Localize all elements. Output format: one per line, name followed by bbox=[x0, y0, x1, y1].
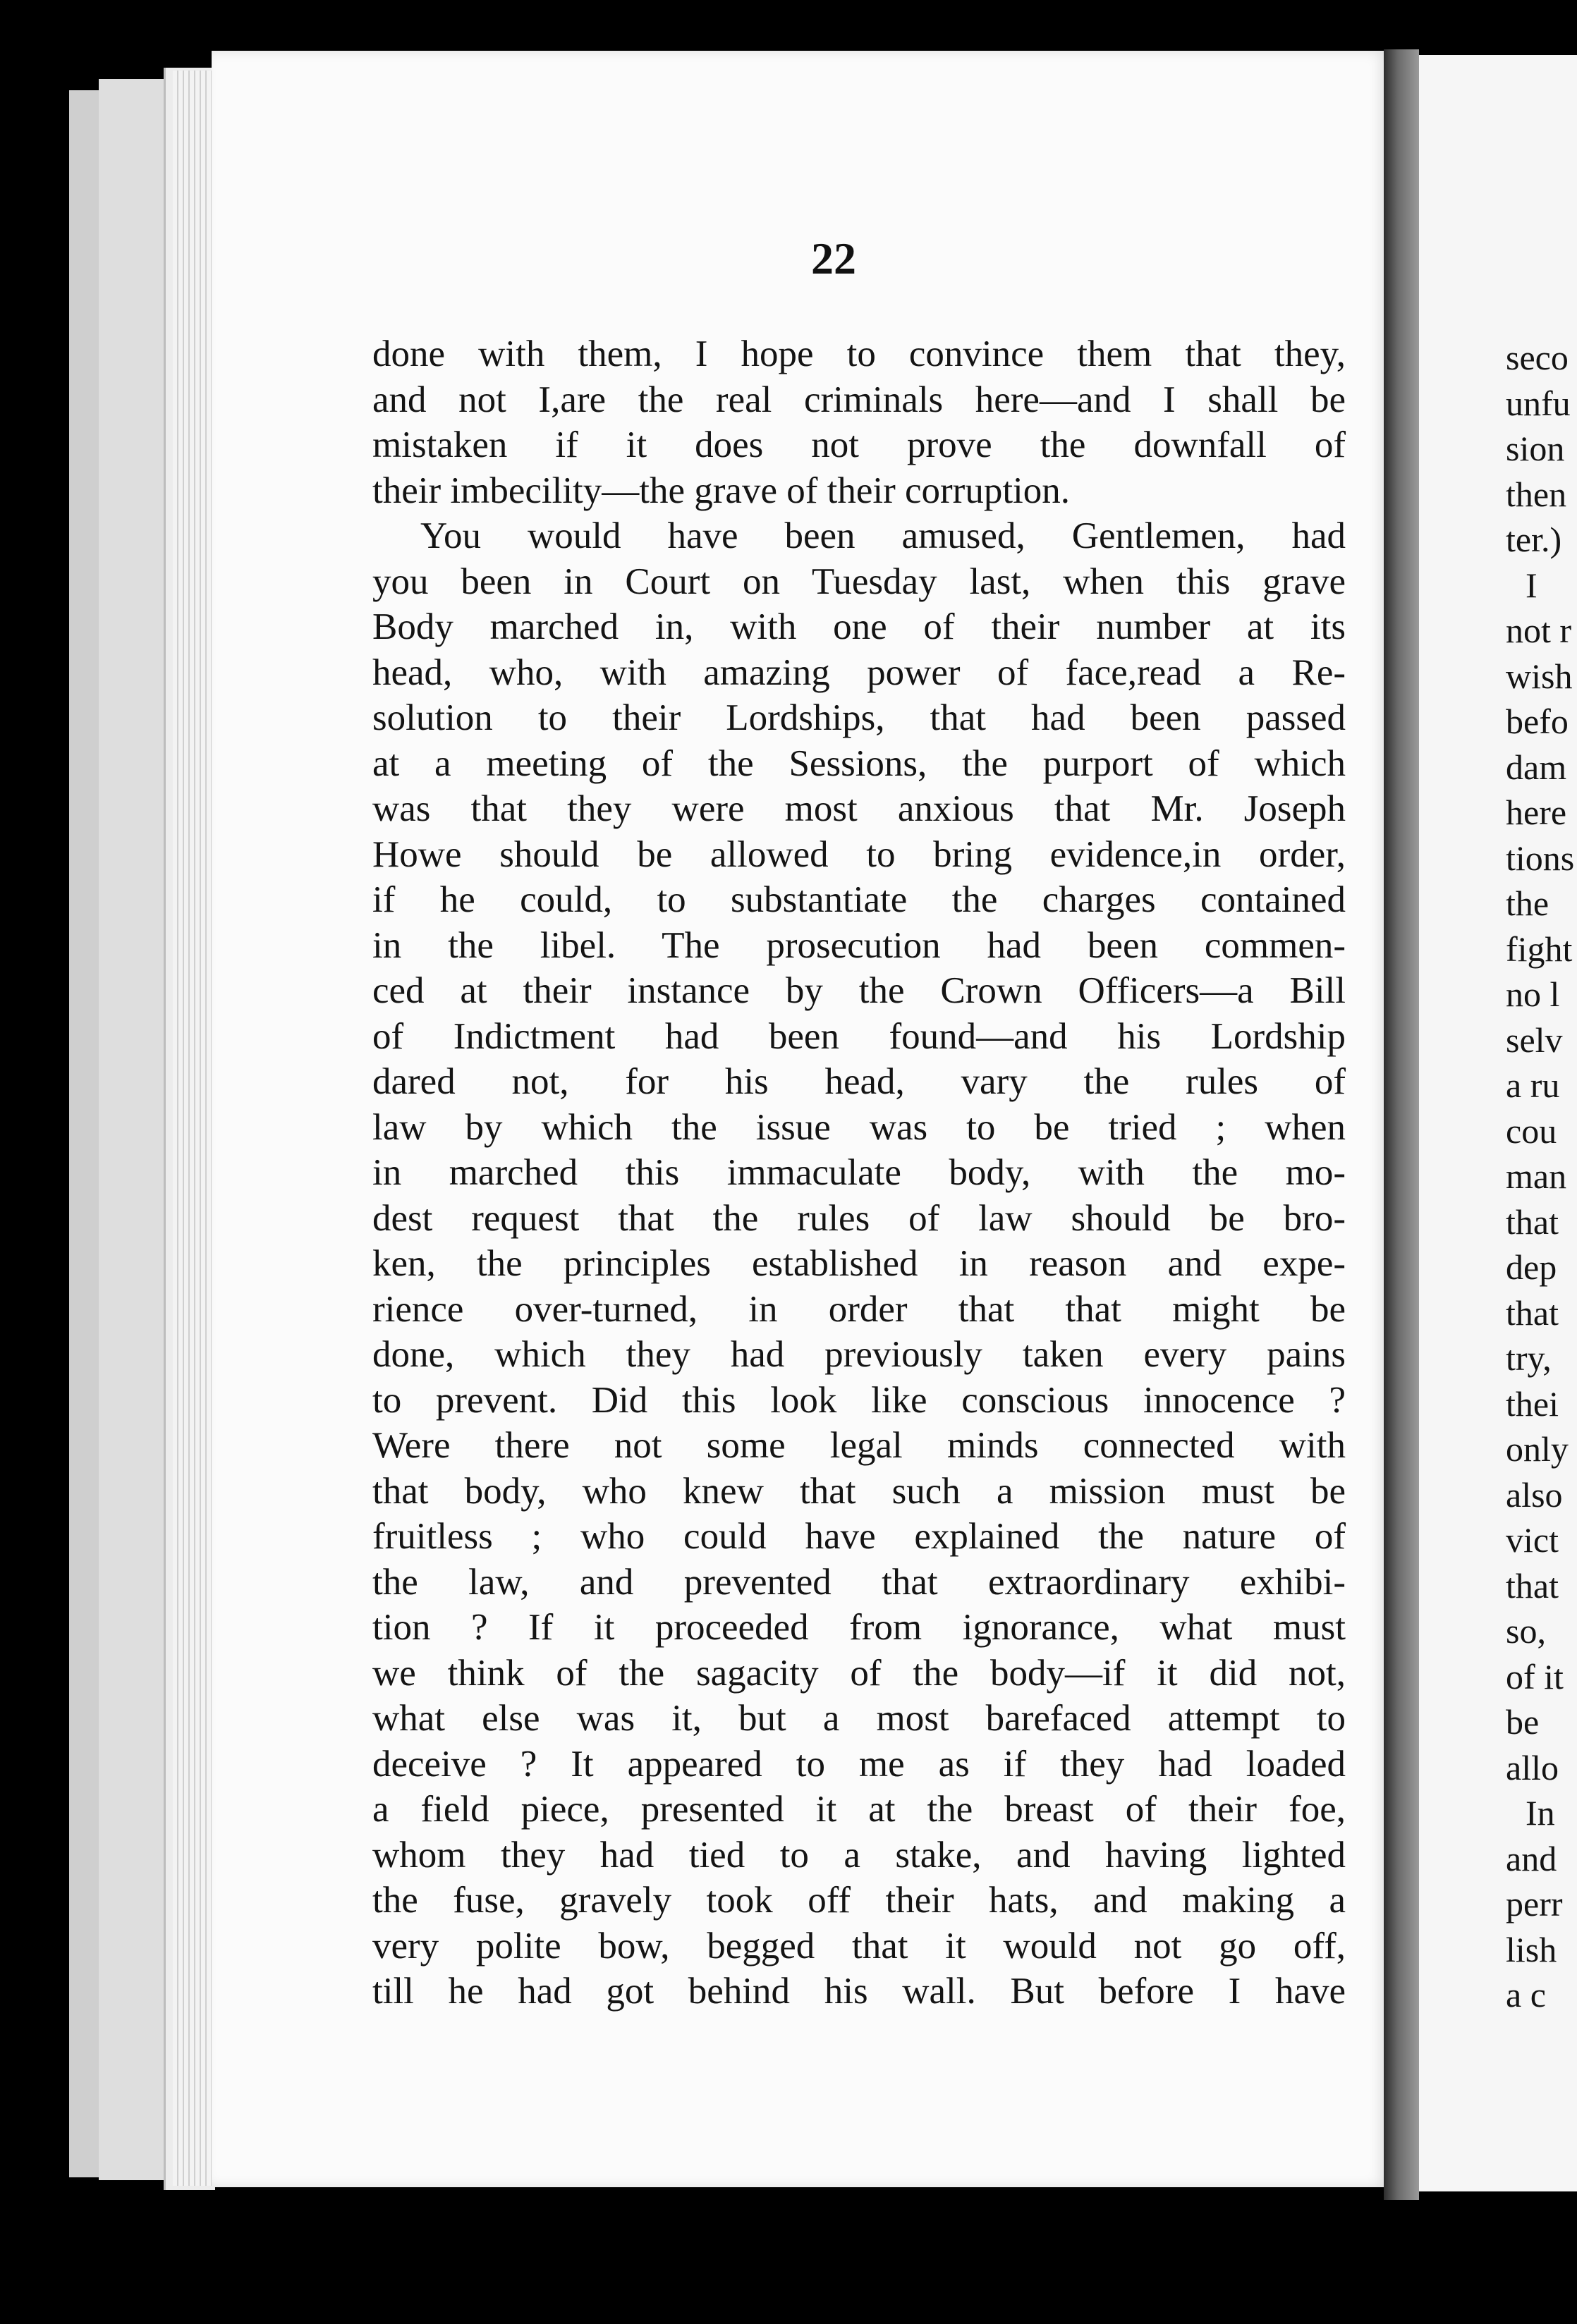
page-body-text bbox=[372, 331, 1346, 2014]
facing-line-fragment: that bbox=[1506, 1201, 1559, 1242]
facing-page-text bbox=[1506, 335, 1577, 2018]
facing-line-fragment: selv bbox=[1506, 1020, 1563, 1060]
text-line: in marched this immaculate body, with the mo- bbox=[372, 1152, 1346, 1193]
facing-line-fragment: vict bbox=[1506, 1520, 1559, 1560]
text-line: very polite bow, begged that it would not go off, bbox=[372, 1925, 1346, 1967]
text-line: of Indictment had been found—and his Lordship bbox=[372, 1015, 1346, 1057]
text-line: we think of the sagacity of the body—if it did not, bbox=[372, 1652, 1346, 1694]
text-line: deceive ? It appeared to me as if they had loaded bbox=[372, 1743, 1346, 1785]
facing-line-fragment: not r bbox=[1506, 611, 1572, 650]
facing-line-fragment: then bbox=[1506, 474, 1567, 514]
facing-line-fragment: a c bbox=[1506, 1975, 1546, 2014]
facing-line-fragment: try, bbox=[1506, 1338, 1552, 1378]
text-line: Howe should be allowed to bring evidence,in order, bbox=[372, 833, 1346, 875]
facing-line-fragment: seco bbox=[1506, 338, 1569, 377]
text-line: done with them, I hope to convince them that they, bbox=[372, 334, 1346, 374]
text-line: Were there not some legal minds connected with bbox=[372, 1425, 1346, 1466]
text-line: what else was it, but a most barefaced attempt to bbox=[372, 1698, 1346, 1739]
text-line: to prevent. Did this look like conscious innocence ? bbox=[372, 1379, 1346, 1421]
facing-line-fragment: cou bbox=[1506, 1111, 1557, 1151]
text-line: fruitless ; who could have explained the nature of bbox=[372, 1516, 1346, 1557]
text-line: You would have been amused, Gentlemen, had bbox=[420, 515, 1346, 556]
facing-line-fragment: and bbox=[1506, 1838, 1557, 1878]
text-line: their imbecility—the grave of their corruption. bbox=[372, 470, 1071, 511]
text-line: you been in Court on Tuesday last, when this grave bbox=[372, 561, 1346, 602]
facing-line-fragment: that bbox=[1506, 1565, 1559, 1606]
facing-line-fragment: of it bbox=[1506, 1656, 1564, 1696]
text-line: whom they had tied to a stake, and having lighted bbox=[372, 1834, 1346, 1876]
facing-line-fragment: In bbox=[1526, 1793, 1555, 1833]
book-gutter bbox=[1384, 49, 1419, 2200]
text-line: and not I,are the real criminals here—and I shall be bbox=[372, 379, 1346, 420]
facing-line-fragment: also bbox=[1506, 1474, 1563, 1515]
text-line: head, who, with amazing power of face,read a Re- bbox=[372, 652, 1346, 693]
facing-line-fragment: I bbox=[1526, 565, 1538, 605]
facing-line-fragment: a ru bbox=[1506, 1065, 1560, 1105]
text-line: the fuse, gravely took off their hats, and making a bbox=[372, 1880, 1346, 1921]
text-line: solution to their Lordships, that had been passed bbox=[372, 697, 1346, 738]
text-line: in the libel. The prosecution had been commen- bbox=[372, 924, 1346, 966]
text-line: dest request that the rules of law should be bro- bbox=[372, 1197, 1346, 1239]
text-line: mistaken if it does not prove the downfall of bbox=[372, 424, 1346, 465]
facing-line-fragment: no l bbox=[1506, 974, 1560, 1014]
text-line: ced at their instance by the Crown Officers—a Bill bbox=[372, 970, 1346, 1011]
facing-line-fragment: lish bbox=[1506, 1929, 1557, 1969]
text-line: a field piece, presented it at the breast of their foe, bbox=[372, 1789, 1346, 1830]
text-line: Body marched in, with one of their number at its bbox=[372, 606, 1346, 647]
facing-line-fragment: perr bbox=[1506, 1884, 1563, 1924]
facing-line-fragment: the bbox=[1506, 883, 1549, 923]
text-line: that body, who knew that such a mission must be bbox=[372, 1470, 1346, 1512]
facing-line-fragment: here bbox=[1506, 793, 1567, 832]
text-line: dared not, for his head, vary the rules of bbox=[372, 1061, 1346, 1102]
facing-line-fragment: be bbox=[1506, 1702, 1540, 1742]
facing-line-fragment: so, bbox=[1506, 1611, 1546, 1651]
text-line: the law, and prevented that extraordinary exhibi- bbox=[372, 1561, 1346, 1603]
facing-line-fragment: dep bbox=[1506, 1247, 1557, 1287]
facing-line-fragment: dam bbox=[1506, 747, 1567, 787]
facing-line-fragment: fight bbox=[1506, 929, 1573, 969]
text-line: tion ? If it proceeded from ignorance, what must bbox=[372, 1607, 1346, 1648]
facing-line-fragment: befo bbox=[1506, 702, 1569, 741]
text-line: rience over-turned, in order that that might be bbox=[372, 1288, 1346, 1330]
text-line: if he could, to substantiate the charges contained bbox=[372, 879, 1346, 920]
page-stack-lines bbox=[173, 71, 215, 2186]
text-line: done, which they had previously taken every pains bbox=[372, 1334, 1346, 1375]
facing-line-fragment: tions bbox=[1506, 838, 1575, 878]
facing-line-fragment: allo bbox=[1506, 1747, 1559, 1787]
facing-line-fragment: sion bbox=[1506, 429, 1565, 468]
facing-line-fragment: only bbox=[1506, 1429, 1569, 1469]
text-line: at a meeting of the Sessions, the purport of which bbox=[372, 742, 1346, 784]
facing-line-fragment: unfu bbox=[1506, 383, 1571, 423]
text-line: law by which the issue was to be tried ; when bbox=[372, 1106, 1346, 1148]
text-line: was that they were most anxious that Mr. Joseph bbox=[372, 788, 1346, 829]
facing-line-fragment: man bbox=[1506, 1156, 1567, 1196]
facing-line-fragment: thei bbox=[1506, 1383, 1559, 1424]
page-number: 22 bbox=[811, 233, 856, 283]
facing-line-fragment: that bbox=[1506, 1292, 1559, 1333]
text-line: till he had got behind his wall. But before I have bbox=[372, 1971, 1346, 2012]
facing-line-fragment: wish bbox=[1506, 656, 1573, 696]
text-line: ken, the principles established in reason and expe- bbox=[372, 1243, 1346, 1284]
facing-line-fragment: ter.) bbox=[1506, 520, 1562, 559]
